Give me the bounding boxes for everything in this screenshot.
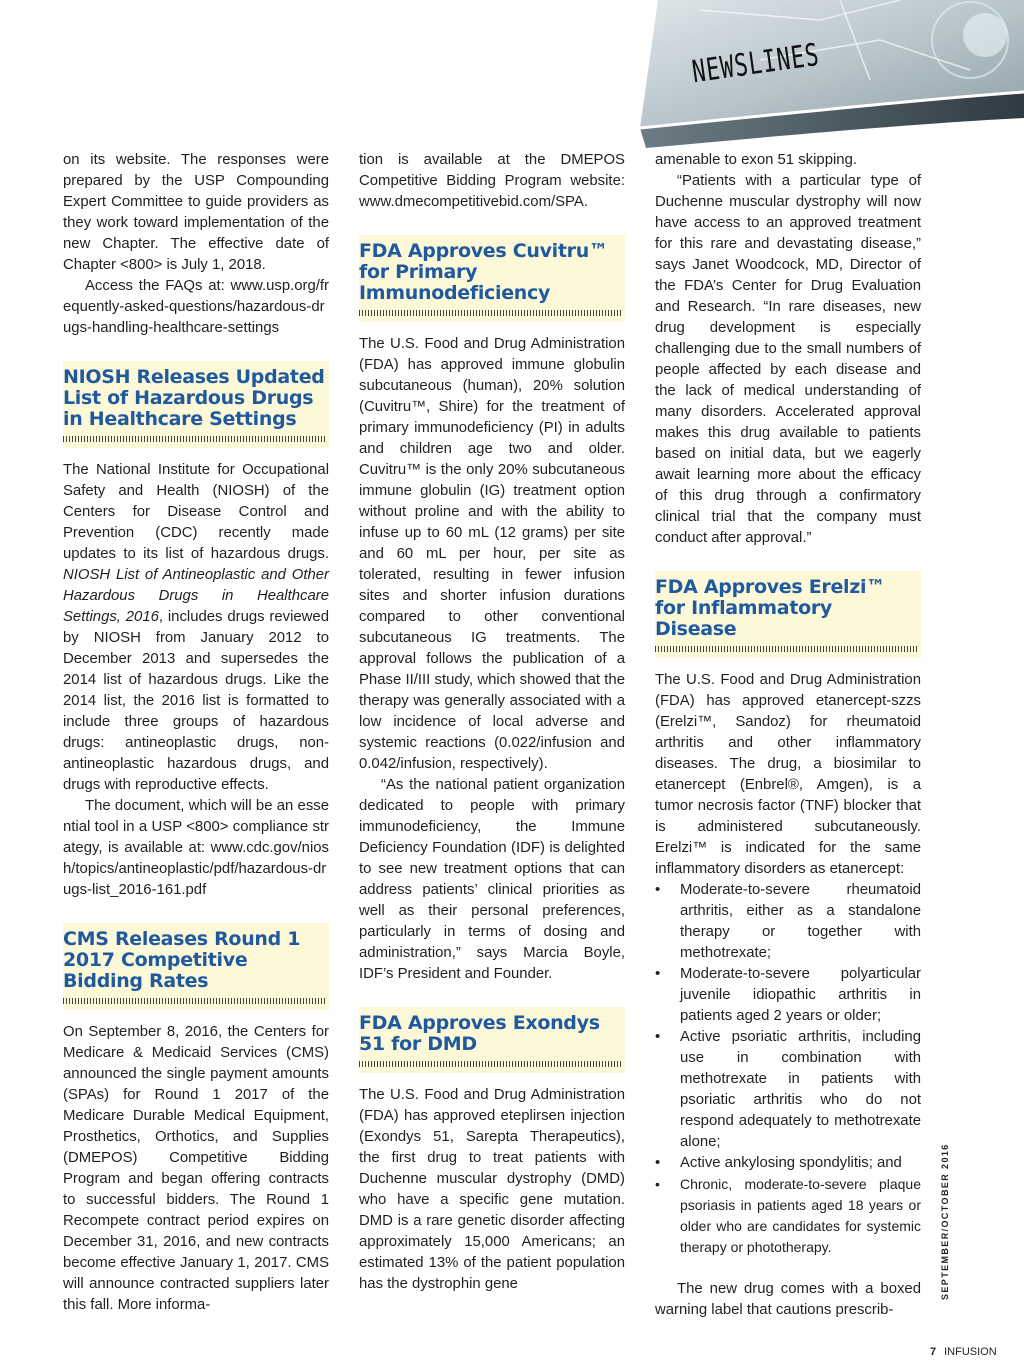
niosh-paragraph-1 — [63, 460, 329, 796]
list-item — [655, 964, 921, 1027]
bullet-icon: • — [655, 1176, 660, 1192]
cuvitru-paragraph-2: “As the national patient organization dedicated to people with primary immunodeficiency, the Immune Deficiency Foundation (IDF) is delighted to see new treatment options that can address patients’ clinical priorities as well as their personal preferences, particularly in terms of dosing and administration,” says Marcia Boyle, IDF’s President and Founder. — [359, 777, 625, 982]
niosh-heading — [63, 361, 329, 448]
erelzi-heading — [655, 571, 921, 658]
bullet-icon: • — [655, 1029, 661, 1045]
col3-intro-paragraph: amenable to exon 51 skipping. — [655, 152, 857, 168]
exondys-heading — [359, 1007, 625, 1073]
banner-label: NEWSLINES — [690, 38, 822, 91]
heading-rule — [63, 998, 325, 1004]
niosh-title: NIOSH Releases Updated List of Hazardous Drugs in Healthcare Settings — [63, 366, 325, 430]
list-item — [655, 1174, 921, 1258]
heading-rule — [359, 310, 621, 316]
cuvitru-title: FDA Approves Cuvitru™ for Primary Immunodeficiency — [359, 240, 608, 304]
column-3 — [655, 150, 921, 1321]
erelzi-paragraph-1: The U.S. Food and Drug Administration (FDA) has approved etanercept-szzs (Erelzi™, Sandoz) for rheumatoid arthritis and other inflammatory diseases. The drug, a biosimilar to etanercept (Enbrel®, Amgen), is a tumor necrosis factor (TNF) blocker that is administered subcutaneously. Erelzi™ is indicated for the same inflammatory disorders as etanercept: — [655, 672, 921, 877]
list-item-text: Active ankylosing spondylitis; and — [680, 1155, 902, 1171]
publication-name: INFUSION — [944, 1346, 997, 1358]
exondys-paragraph-1: The U.S. Food and Drug Administration (FDA) has approved eteplirsen injection (Exondys 51, Sarepta Therapeutics), the first drug to treat patients with Duchenne muscular dystrophy (DMD) who have a specific gene mutation. DMD is a rare genetic disorder affecting approximately 15,000 Americans; an estimated 13% of the patient population has the dystrophin gene — [359, 1087, 625, 1292]
niosh-text-a: The National Institute for Occupational Safety and Health (NIOSH) of the Centers for Disease Control and Prevention (CDC) recently made updates to its list of hazardous drugs. — [63, 462, 329, 562]
cms-heading — [63, 923, 329, 1010]
list-item-text: Moderate-to-severe polyarticular juvenile idiopathic arthritis in patients aged 2 years or older; — [680, 966, 921, 1024]
list-item-text: Active psoriatic arthritis, including use in combination with methotrexate in patients with psoriatic arthritis who do not respond adequately to methotrexate alone; — [680, 1029, 921, 1150]
col1-intro-paragraph: on its website. The responses were prepared by the USP Compounding Expert Committee to guide providers as they work toward implementation of the new Chapter. The effective date of Chapter <800> is July 1, 2018. — [63, 152, 329, 273]
cms-title: CMS Releases Round 1 2017 Competitive Bidding Rates — [63, 928, 301, 992]
niosh-text-b: , includes drugs reviewed by NIOSH from January 2012 to December 2013 and supersedes the 2014 list of hazardous drugs. Like the 2014 list, the 2016 list is formatted to include three groups of hazardous drugs: antineoplastic drugs, non-antineoplastic hazardous drugs, and drugs with reproductive effects. — [63, 609, 329, 793]
issue-date-sidebar: SEPTEMBER/OCTOBER 2016 — [940, 1143, 950, 1300]
bullet-icon: • — [655, 966, 661, 982]
page-number: 7 — [930, 1346, 937, 1358]
cms-paragraph-1: On September 8, 2016, the Centers for Medicare & Medicaid Services (CMS) announced the single payment amounts (SPAs) for Round 1 2017 of the Medicare Durable Medical Equipment, Prosthetics, Orthotics, and Supplies (DMEPOS) Competitive Bidding Program and began offering contracts to successful bidders. The Round 1 Recompete contract period expires on December 31, 2016, and new contracts become effective January 1, 2017. CMS will announce contracted suppliers later this fall. More informa- — [63, 1024, 329, 1313]
col2-intro-paragraph: tion is available at the DMEPOS Competitive Bidding Program website: www.dmecompetitivebid.com/SPA. — [359, 152, 625, 210]
column-1 — [63, 150, 329, 1316]
erelzi-title: FDA Approves Erelzi™ for Inflammatory Disease — [655, 576, 885, 640]
page-footer — [930, 1346, 1010, 1358]
heading-rule — [63, 436, 325, 442]
niosh-document-title: NIOSH List of Antineoplastic and Other Hazardous Drugs in Healthcare Settings, 2016 — [63, 567, 329, 625]
list-item — [655, 1027, 921, 1153]
cuvitru-paragraph-1: The U.S. Food and Drug Administration (FDA) has approved immune globulin subcutaneous (human), 20% solution (Cuvitru™, Shire) for the treatment of primary immunodeficiency (PI) in adults and children age two and older. Cuvitru™ is the only 20% subcutaneous immune globulin (IG) treatment option without proline and with the ability to infuse up to 60 mL (12 grams) per site and 60 mL per hour, per site as tolerated, resulting in fewer infusion sites and shorter infusion durations compared to other conventional subcutaneous IG treatments. The approval follows the publication of a Phase II/III study, which showed that the therapy was generally associated with a low incidence of local adverse and systemic reactions (0.022/infusion and 0.042/infusion, respectively). — [359, 336, 625, 772]
erelzi-indications-list — [655, 880, 921, 1258]
cuvitru-heading — [359, 235, 625, 322]
erelzi-paragraph-2: The new drug comes with a boxed warning label that cautions prescrib- — [655, 1281, 921, 1318]
bullet-icon: • — [655, 1155, 661, 1171]
list-item — [655, 880, 921, 964]
list-item — [655, 1153, 921, 1174]
bullet-icon: • — [655, 882, 661, 898]
exondys-title: FDA Approves Exondys 51 for DMD — [359, 1012, 600, 1055]
list-item-text: Chronic, moderate-to-severe plaque psoriasis in patients aged 18 years or older who are candidates for systemic therapy or phototherapy. — [680, 1176, 921, 1255]
niosh-paragraph-2: The document, which will be an essential tool in a USP <800> compliance strategy, is available at: www.cdc.gov/niosh/topics/antineoplastic/pdf/hazardous-drugs-list_2016-161.pdf — [63, 798, 329, 898]
newslines-banner — [640, 0, 1024, 148]
usp-faq-link[interactable]: Access the FAQs at: www.usp.org/frequently-asked-questions/hazardous-drugs-handling-healthcare-settings — [63, 278, 329, 336]
column-2 — [359, 150, 625, 1295]
woodcock-quote-paragraph: “Patients with a particular type of Duchenne muscular dystrophy will now have access to an approved treatment for this rare and devastating disease,” says Janet Woodcock, MD, Director of the FDA’s Center for Drug Evaluation and Research. “In rare diseases, new drug development is especially challenging due to the small numbers of people affected by each disease and the lack of medical understanding of many disorders. Accelerated approval makes this drug available to patients based on initial data, but we eagerly await learning more about the efficacy of this drug through a confirmatory clinical trial that the company must conduct after approval.” — [655, 173, 921, 546]
heading-rule — [655, 646, 917, 652]
list-item-text: Moderate-to-severe rheumatoid arthritis, either as a standalone therapy or together with methotrexate; — [680, 882, 921, 961]
heading-rule — [359, 1061, 621, 1067]
